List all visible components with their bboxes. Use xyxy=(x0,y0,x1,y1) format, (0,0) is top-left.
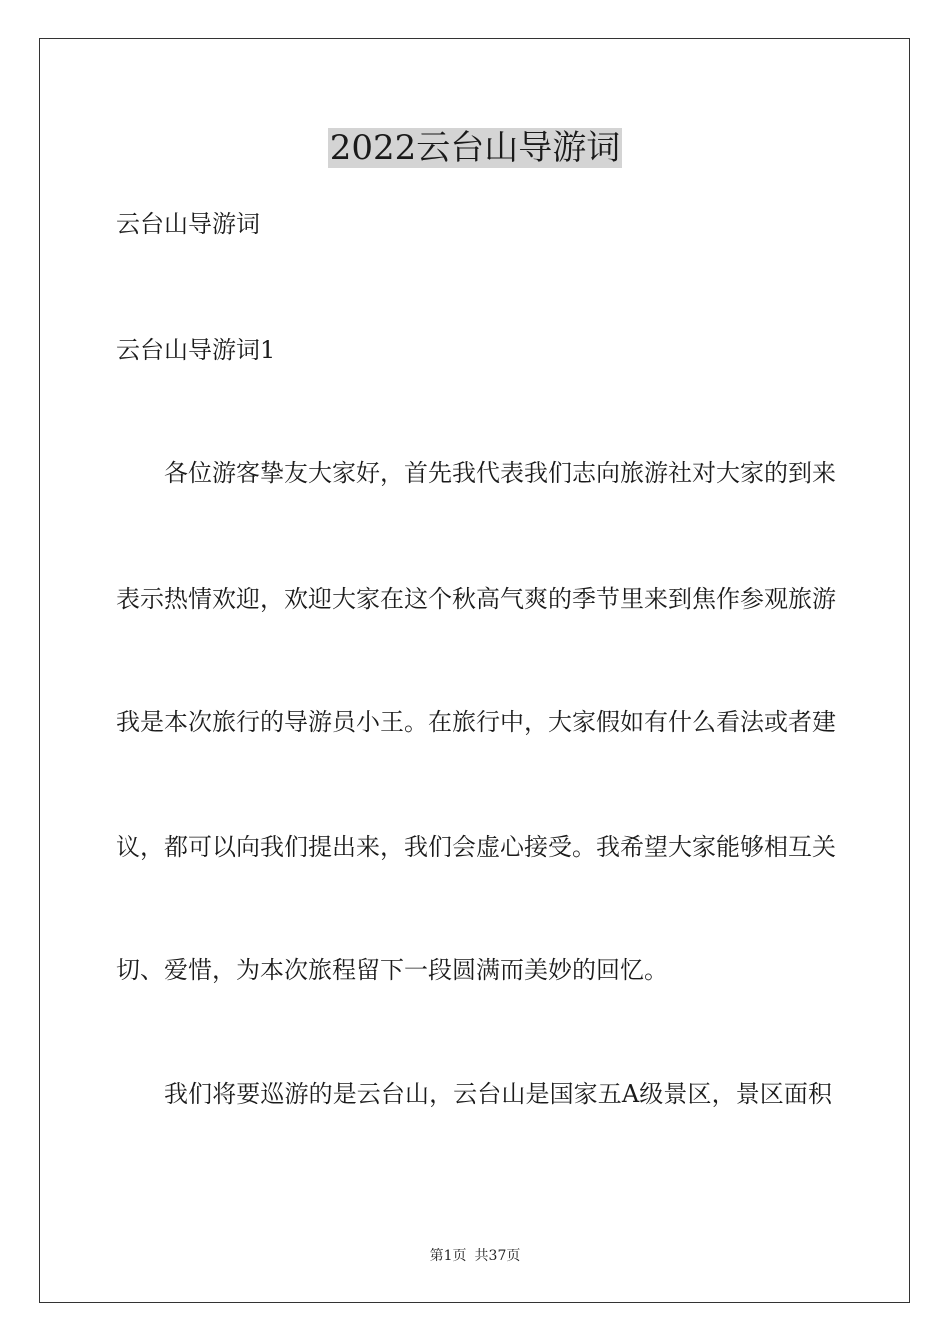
paragraph-line: 表示热情欢迎，欢迎大家在这个秋高气爽的季节里来到焦作参观旅游 xyxy=(116,585,836,613)
page-footer xyxy=(0,1247,950,1265)
section-heading: 云台山导游词1 xyxy=(116,336,276,364)
page-number: 第1页 xyxy=(429,1248,467,1264)
document-title: 2022云台山导游词 xyxy=(329,128,621,168)
paragraph-line: 我是本次旅行的导游员小王。在旅行中，大家假如有什么看法或者建 xyxy=(116,708,836,736)
paragraph-line: 各位游客挚友大家好，首先我代表我们志向旅游社对大家的到来 xyxy=(164,459,836,487)
paragraph-line: 议，都可以向我们提出来，我们会虚心接受。我希望大家能够相互关 xyxy=(116,833,836,861)
subtitle: 云台山导游词 xyxy=(116,210,260,238)
paragraph-line: 我们将要巡游的是云台山，云台山是国家五A级景区，景区面积 xyxy=(164,1080,832,1108)
paragraph-line: 切、爱惜，为本次旅程留下一段圆满而美妙的回忆。 xyxy=(116,956,668,984)
total-pages: 共37页 xyxy=(474,1248,521,1264)
title-container xyxy=(0,128,950,168)
